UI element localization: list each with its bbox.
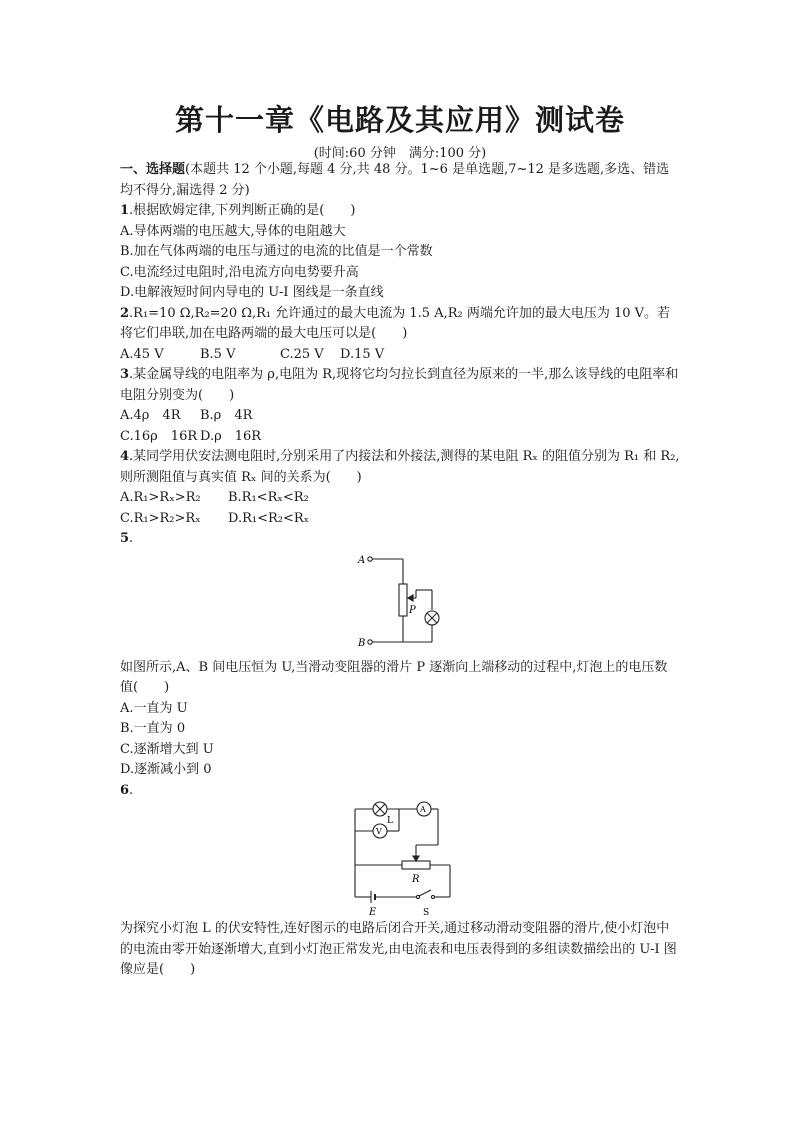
label-l: L [387,816,393,826]
option-a: A.45 V [120,346,164,362]
label-e: E [369,907,377,918]
question-6-stem: 为探究小灯泡 L 的伏安特性,连好图示的电路后闭合开关,通过移动滑动变阻器的滑片,使小灯泡中的电流由零开始逐渐增大,直到小灯泡正常发光,由电流表和电压表得到的多组读数描绘出的 U-I 图像应是( ) [120,921,677,977]
exam-info: (时间:60 分钟 满分:100 分) [313,146,487,161]
option-a: A.R₁>Rₓ>R₂ [120,490,201,505]
question-4-stem [120,447,680,488]
question-2-stem [120,304,680,345]
option-a: A.4ρ 4R [120,408,181,423]
question-number: 6 [120,782,130,798]
question-number: 5 [120,531,130,546]
circuit-diagram-q6 [120,801,680,919]
options-row [120,345,680,366]
option-c: C.16ρ 16R [120,428,198,444]
label-a: A [358,554,366,566]
option-a: A.一直为 U [120,700,188,716]
question-5-stem: 如图所示,A、B 间电压恒为 U,当滑动变阻器的滑片 P 逐渐向上端移动的过程中,灯泡上的电压数值( ) [120,659,668,695]
rheostat-icon [402,861,430,869]
question-5-number: 5. [120,531,134,546]
option-b: B.一直为 0 [120,721,186,736]
option-d: D.15 V [340,346,385,362]
option-a: A.导体两端的电压越大,导体的电阻越大 [120,223,346,239]
option-b: B.加在气体两端的电压与通过的电流的比值是一个常数 [120,244,433,259]
label-s: S [423,908,430,918]
section-heading [120,160,680,201]
question-text: .根据欧姆定律,下列判断正确的是( ) [129,203,356,218]
option-c: C.逐渐增大到 U [120,741,214,757]
question-number: 2 [120,305,130,321]
terminal-a [368,556,372,560]
question-1-stem [120,201,680,222]
option-b: B.5 V [200,346,236,362]
option-d: D.电解液短时间内导电的 U-I 图线是一条直线 [120,285,384,300]
options-row [120,427,680,448]
question-number: 4 [120,449,130,464]
label-r: R [412,874,420,885]
option-c: C.电流经过电阻时,沿电流方向电势要升高 [120,264,359,280]
label-a: A [420,805,426,814]
question-number: 3 [120,367,130,382]
option-d: D.逐渐减小到 0 [120,762,212,777]
section-title: 一、选择题 [120,162,186,177]
option-d: D.ρ 16R [200,428,262,444]
section-description: (本题共 12 个小题,每题 4 分,共 48 分。1~6 是单选题,7~12 是多选题,多选、错选均不得分,漏选得 2 分) [120,162,670,198]
circuit-q5-svg [120,550,680,658]
question-number: 1 [120,203,130,218]
label-p: P [409,604,416,616]
exam-content [120,160,680,981]
option-b: B.R₁<Rₓ<R₂ [228,490,309,505]
option-b: B.ρ 4R [200,408,253,423]
rheostat-icon [399,584,407,616]
option-d: D.R₁<R₂<Rₓ [228,510,310,526]
question-text: .R₁=10 Ω,R₂=20 Ω,R₁ 允许通过的最大电流为 1.5 A,R₂ 两端允许加的最大电压为 10 V。若将它们串联,加在电路两端的最大电压可以是( ) [120,305,671,341]
label-v: V [376,827,382,836]
options-row [120,509,680,530]
options-row [120,406,680,427]
slider-arrow-icon [408,595,413,601]
question-3-stem [120,365,680,406]
option-c: C.25 V [280,346,324,362]
page-title: 第十一章《电路及其应用》测试卷 [174,103,625,137]
question-text: .某同学用伏安法测电阻时,分别采用了内接法和外接法,测得的某电阻 Rₓ 的阻值分别为 R₁ 和 R₂,则所测阻值与真实值 Rₓ 间的关系为( ) [120,449,680,485]
circuit-diagram-q5 [120,550,680,658]
option-c: C.R₁>R₂>Rₓ [120,510,201,526]
options-row [120,488,680,509]
label-b: B [358,637,366,649]
question-text: .某金属导线的电阻率为 ρ,电阻为 R,现将它均匀拉长到直径为原来的一半,那么该导线的电阻率和电阻分别变为( ) [120,367,679,403]
question-6-number: 6. [120,782,134,798]
slider-arrow-icon [413,856,419,861]
terminal-b [368,639,372,643]
circuit-q6-svg [120,801,680,919]
